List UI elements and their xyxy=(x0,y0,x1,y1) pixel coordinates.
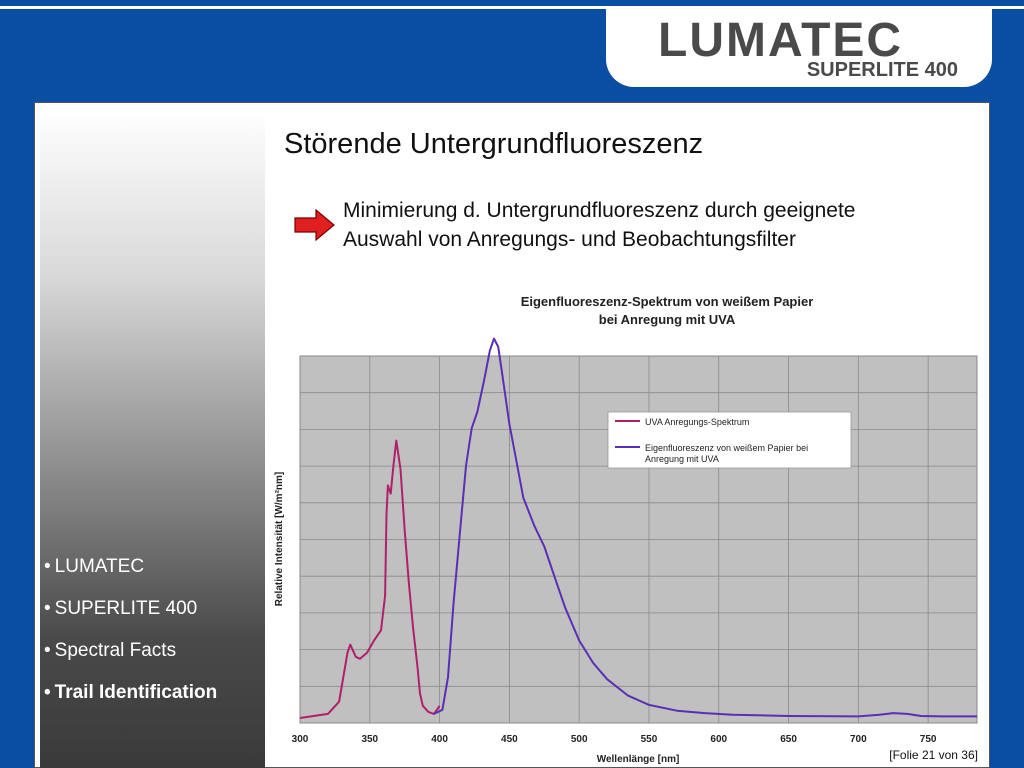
slide-title: Störende Untergrundfluoreszenz xyxy=(284,128,704,160)
x-tick-labels xyxy=(292,734,937,745)
bullet-point-line: Auswahl von Anregungs- und Beobachtungsfilter xyxy=(343,228,796,251)
logo-product: SUPERLITE 400 xyxy=(806,59,958,81)
x-tick-label: 500 xyxy=(570,734,588,745)
x-tick-label: 400 xyxy=(431,734,448,745)
legend-label-fluor-line: Eigenfluoreszenz von weißem Papier bei xyxy=(645,443,809,453)
sidebar-item-label: LUMATEC xyxy=(54,556,145,577)
x-tick-label: 550 xyxy=(640,734,658,745)
sidebar-item-superlite[interactable]: • SUPERLITE 400 xyxy=(44,598,198,619)
bullet-point xyxy=(343,196,983,254)
logo-wordmark: LUMATEC xyxy=(658,14,904,67)
sidebar-item-label: Trail Identification xyxy=(54,682,218,703)
chart-subtitle: bei Anregung mit UVA xyxy=(598,312,736,327)
slide-counter: [Folie 21 von 36] xyxy=(889,748,978,762)
legend-label-fluor-line: Anregung mit UVA xyxy=(645,454,719,464)
sidebar-item-spectral-facts[interactable]: • Spectral Facts xyxy=(44,640,177,661)
bullet-point-line: Minimierung d. Untergrundfluoreszenz durch geeignete xyxy=(343,199,856,222)
legend-label-uva: UVA Anregungs-Spektrum xyxy=(645,417,750,427)
y-axis-label: Relative Intensität [W/m²nm] xyxy=(274,471,285,607)
chart-title: Eigenfluoreszenz-Spektrum von weißem Papier xyxy=(520,294,814,309)
x-tick-label: 450 xyxy=(501,734,518,745)
legend xyxy=(608,412,851,468)
x-tick-label: 350 xyxy=(361,734,379,745)
x-tick-label: 600 xyxy=(710,734,728,745)
logo xyxy=(606,9,992,87)
x-axis-label: Wellenlänge [nm] xyxy=(596,754,680,765)
spectrum-chart xyxy=(265,285,990,768)
sidebar-nav xyxy=(44,556,264,724)
x-tick-label: 700 xyxy=(850,734,867,745)
arrow-right-icon xyxy=(294,209,336,241)
x-tick-label: 300 xyxy=(291,734,309,745)
sidebar-item-trail-identification[interactable]: • Trail Identification xyxy=(44,682,218,703)
sidebar-item-lumatec[interactable]: • LUMATEC xyxy=(44,556,145,577)
sidebar-item-label: Spectral Facts xyxy=(54,640,177,661)
sidebar-item-label: SUPERLITE 400 xyxy=(54,598,198,619)
x-tick-label: 650 xyxy=(780,734,797,745)
x-tick-label: 750 xyxy=(919,734,937,745)
